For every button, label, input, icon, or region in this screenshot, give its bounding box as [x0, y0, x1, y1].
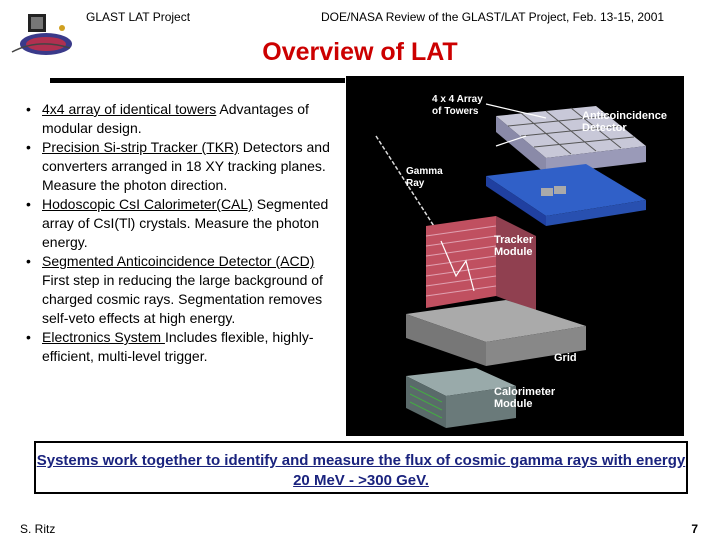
bullet-heading: Hodoscopic CsI Calorimeter(CAL)	[42, 196, 253, 212]
label-tracker: Tracker Module	[494, 234, 534, 258]
bullet-item	[24, 195, 344, 252]
label-gamma-ray: Gamma Ray	[406, 166, 443, 189]
bullet-item	[24, 100, 344, 138]
bullet-list	[24, 100, 344, 366]
bullet-item	[24, 328, 344, 366]
title-rule	[50, 78, 345, 83]
bullet-text: Includes flexible, highly-efficient, multi-level trigger.	[42, 329, 314, 364]
bullet-text: Segmented array of CsI(Tl) crystals. Measure the photon energy.	[42, 196, 329, 250]
label-acd: Anticoincidence Detector	[582, 110, 667, 134]
bullet-heading: 4x4 array of identical towers	[42, 101, 217, 117]
bullet-item	[24, 138, 344, 195]
label-tower-array: 4 x 4 Array of Towers	[432, 94, 483, 117]
bullet-heading: Electronics System	[42, 329, 165, 345]
bullet-heading: Precision Si-strip Tracker (TKR)	[42, 139, 239, 155]
page-number: 7	[691, 522, 698, 536]
bullet-heading: Segmented Anticoincidence Detector (ACD)	[42, 253, 315, 269]
bullet-item	[24, 252, 344, 328]
slide-title: Overview of LAT	[262, 38, 458, 66]
footer-author: S. Ritz	[20, 522, 56, 536]
bullet-text: First step in reducing the large background of charged cosmic rays. Segmentation removes self-veto effects at high energy.	[42, 272, 323, 326]
label-calorimeter: Calorimeter Module	[494, 386, 556, 410]
summary-box	[34, 441, 688, 494]
bullet-text: Advantages of modular design.	[42, 101, 309, 136]
label-grid: Grid	[554, 352, 577, 364]
bullet-text: Detectors and converters arranged in 18 XY tracking planes. Measure the photon direction.	[42, 139, 330, 193]
header-review-title: DOE/NASA Review of the GLAST/LAT Project, Feb. 13-15, 2001	[321, 10, 665, 24]
summary-text: Systems work together to identify and measure the flux of cosmic gamma rays with energy 20 MeV - >300 GeV.	[36, 452, 686, 489]
lat-exploded-diagram	[346, 76, 684, 436]
header-project-name: GLAST LAT Project	[86, 10, 191, 24]
